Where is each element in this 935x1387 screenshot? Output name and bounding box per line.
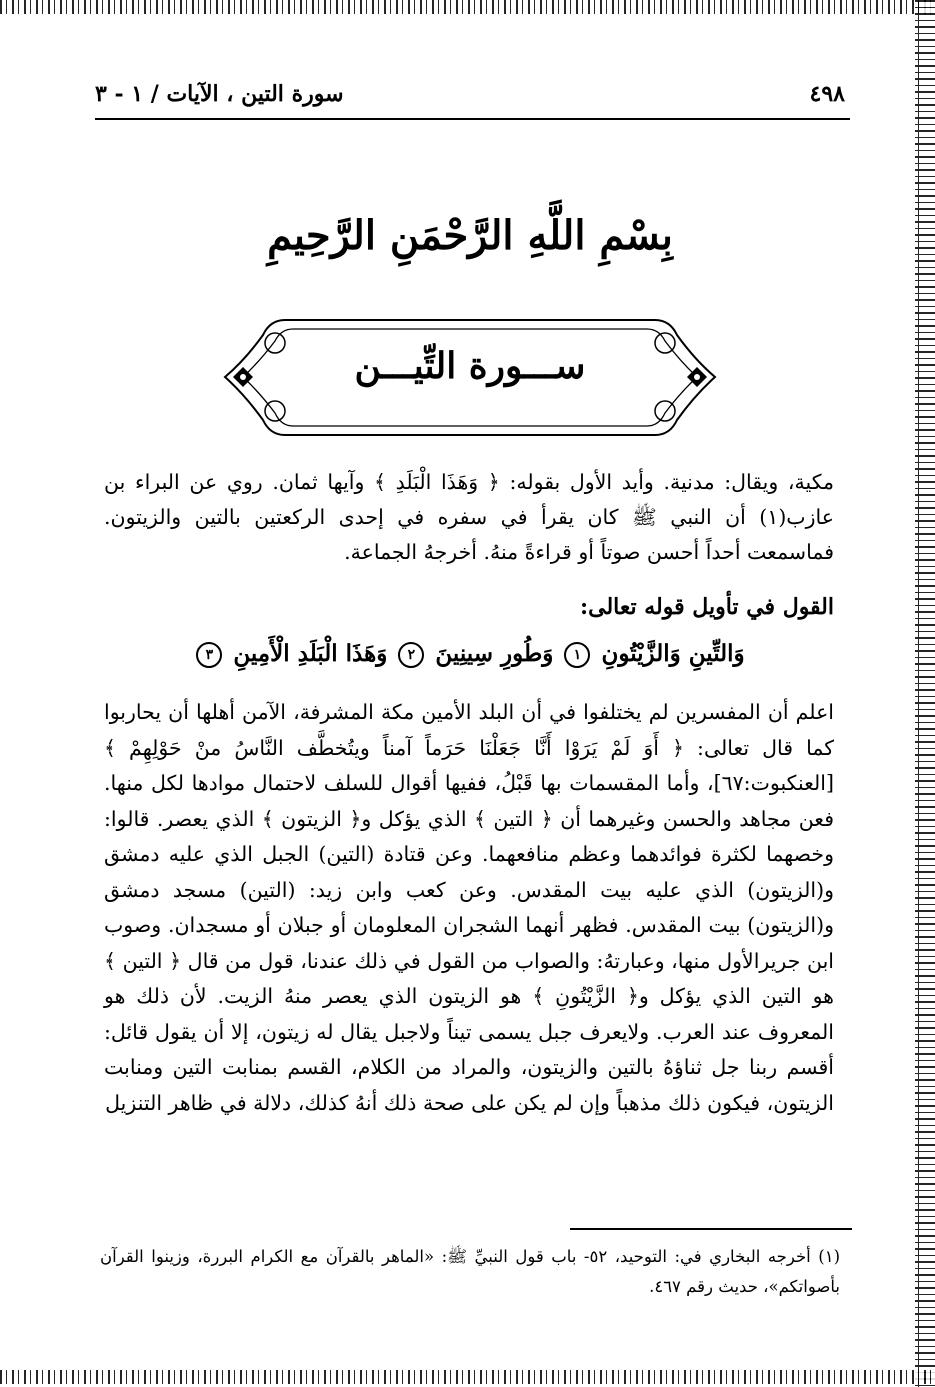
page-border-right — [915, 0, 935, 1387]
verse-number-marker: ١ — [564, 642, 590, 668]
verse-text: وَالتِّينِ وَالزَّيْتُونِ — [601, 640, 745, 667]
header-rule — [95, 118, 850, 120]
surah-title: ســـورة التِّيـــن — [354, 345, 586, 387]
verse-text: وَطُورِ سِينِينَ — [435, 640, 554, 667]
surah-introduction — [104, 465, 834, 570]
page-header — [95, 76, 845, 112]
footnote-separator — [570, 1228, 852, 1230]
page-border-top — [0, 0, 935, 14]
quran-verses — [104, 640, 834, 668]
running-title: سورة التين ، الآيات / ١ - ٣ — [95, 81, 344, 107]
verse-number-marker: ٢ — [398, 642, 424, 668]
commentary-text: اعلم أن المفسرين لم يختلفوا في أن البلد الأمين مكة المشرفة، الآمن أهلها أن يحاربوا كما قال تعالى: ﴿ أَوَ لَمْ يَرَوْا أَنَّا جَعَلْنَا حَرَماً آمناً ويتُخطَّف النَّاسُ منْ حَوْلِهِمْ ﴾ [العنكبوت:٦٧]، وأما المقسمات بها قَبْلُ، ففيها أقوال للسلف لاحتمال موادها لكل منها. فعن مجاهد والحسن وغيرهما أن ﴿ التين ﴾ الذي يؤكل و﴿ الزيتون ﴾ الذي يعصر. قالوا: وخصهما لكثرة فوائدهما وعظم منافعهما. وعن قتادة (التين) الجبل الذي عليه دمشق و(الزيتون) الذي عليه بيت المقدس. وعن كعب وابن زيد: (التين) مسجد دمشق و(الزيتون) بيت المقدس. فظهر أنهما الشجران المعلومان أو جبلان أو مسجدان. وصوب ابن جريرالأول منها، وعبارتهُ: والصواب من القول في ذلك عندنا، قول من قال ﴿ التين ﴾ هو التين الذي يؤكل و﴿ الزَّيْتُونِ ﴾ هو الزيتون الذي يعصر منهُ الزيت. لأن ذلك هو المعروف عند العرب. ولايعرف جبل يسمى تيناً ولاجبل يقال له زيتون، إلا أن يقول قائل: أقسم ربنا جل ثناؤهُ بالتين والزيتون، والمراد من الكلام، القسم بمنابت التين ومنابت الزيتون، فيكون ذلك مذهباً وإن لم يكن على صحة ذلك أنهُ كذلك، دلالة في ظاهر التنزيل — [104, 700, 834, 1115]
verse-number-marker: ٣ — [196, 642, 222, 668]
basmala: بِسْمِ اللَّهِ الرَّحْمَنِ الرَّحِيمِ — [267, 212, 673, 259]
intro-text: مكية، ويقال: مدنية. وأيد الأول بقوله: ﴿ وَهَذَا الْبَلَدِ ﴾ وآيها ثمان. روي عن البراء بن عازب(١) أن النبي ﷺ كان يقرأ في سفره في إحدى الركعتين بالتين والزيتون. فماسمعت أحداً أحسن صوتاً أو قراءةً منهُ. أخرجهُ الجماعة. — [104, 470, 834, 564]
page-border-bottom — [0, 1370, 935, 1384]
section-heading: القول في تأويل قوله تعالى: — [580, 594, 834, 620]
verse-text: وَهَذَا الْبَلَدِ الْأَمِينِ — [233, 640, 388, 667]
footnote — [100, 1242, 840, 1302]
page-number: ٤٩٨ — [809, 81, 845, 107]
footnote-text: (١) أخرجه البخاري في: التوحيد، ٥٢- باب قول النبيِّ ﷺ: «الماهر بالقرآن مع الكرام البررة، وزينوا القرآن بأصواتكم»، حديث رقم ٤٦٧. — [100, 1247, 840, 1296]
commentary-body — [104, 695, 834, 1121]
